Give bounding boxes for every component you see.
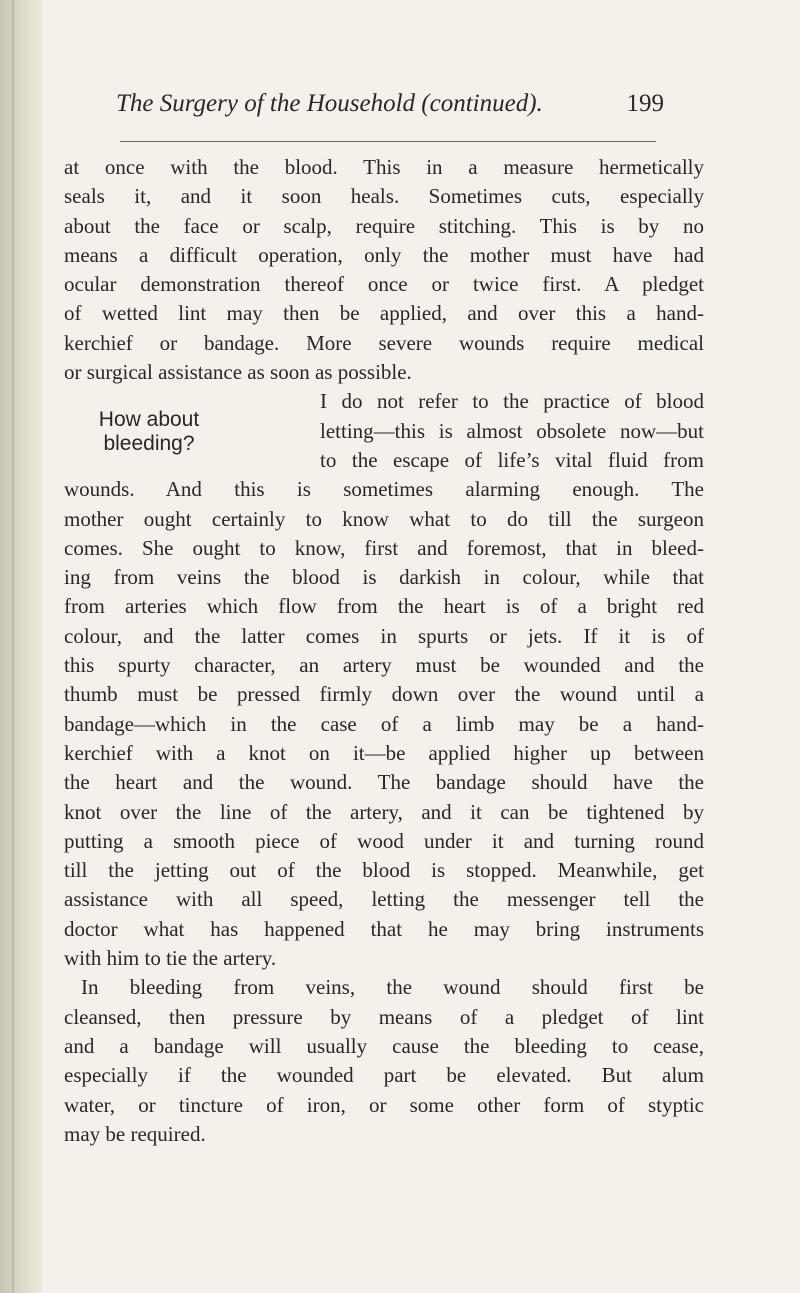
page-fold-line (12, 0, 14, 1293)
text-line: about the face or scalp, require stitching. This is by no (64, 213, 704, 238)
text-line: doctor what has happened that he may bring instruments (64, 916, 704, 941)
text-line: bandage—which in the case of a limb may be a hand- (64, 711, 704, 736)
page-edge-shadow (0, 0, 42, 1293)
text-line: may be required. (64, 1121, 206, 1146)
text-line: putting a smooth piece of wood under it and turning round (64, 828, 704, 853)
text-line: ing from veins the blood is darkish in colour, while that (64, 565, 704, 590)
text-line: comes. She ought to know, first and foremost, that in bleed- (64, 535, 704, 560)
text-line: thumb must be pressed firmly down over the wound until a (64, 682, 704, 707)
text-line: kerchief or bandage. More severe wounds require medical (64, 330, 704, 355)
text-line: letting—this is almost obsolete now—but (320, 418, 704, 443)
text-line: to the escape of life’s vital fluid from (320, 447, 704, 472)
text-line: and a bandage will usually cause the bleeding to cease, (64, 1033, 704, 1058)
text-line: cleansed, then pressure by means of a pledget of lint (64, 1004, 704, 1029)
text-line: wounds. And this is sometimes alarming enough. The (64, 477, 704, 502)
text-line: the heart and the wound. The bandage should have the (64, 770, 704, 795)
text-line: ocular demonstration thereof once or twice first. A pledget (64, 272, 704, 297)
text-line: water, or tincture of iron, or some other form of styptic (64, 1092, 704, 1117)
text-line: from arteries which flow from the heart is of a bright red (64, 594, 704, 619)
header-rule (120, 141, 656, 142)
text-line: knot over the line of the artery, and it can be tightened by (64, 799, 704, 824)
text-line: till the jetting out of the blood is stopped. Meanwhile, get (64, 858, 704, 883)
text-line: kerchief with a knot on it—be applied higher up between (64, 740, 704, 765)
text-line: assistance with all speed, letting the messenger tell the (64, 887, 704, 912)
running-title: The Surgery of the Household (continued). (116, 90, 543, 117)
book-page (64, 0, 768, 1293)
margin-note-line-1: How about (98, 408, 200, 431)
running-head (116, 90, 664, 126)
text-line: seals it, and it soon heals. Sometimes cuts, especially (64, 184, 704, 209)
text-line: this spurty character, an artery must be wounded and the (64, 653, 704, 678)
text-line: means a difficult operation, only the mother must have had (64, 242, 704, 267)
text-line: with him to tie the artery. (64, 946, 277, 971)
margin-note-line-2: bleeding? (103, 432, 195, 455)
text-line: I do not refer to the practice of blood (320, 389, 704, 414)
text-line: mother ought certainly to know what to do till the surgeon (64, 506, 704, 531)
text-line: In bleeding from veins, the wound should first be (81, 975, 704, 1000)
text-line: or surgical assistance as soon as possible. (64, 360, 412, 385)
text-line: colour, and the latter comes in spurts or jets. If it is of (64, 623, 704, 648)
body-text (64, 153, 704, 1149)
text-line: especially if the wounded part be elevated. But alum (64, 1063, 704, 1088)
text-line: at once with the blood. This in a measure hermetically (64, 155, 704, 179)
page-number: 199 (626, 90, 664, 117)
text-line: of wetted lint may then be applied, and over this a hand- (64, 301, 704, 326)
